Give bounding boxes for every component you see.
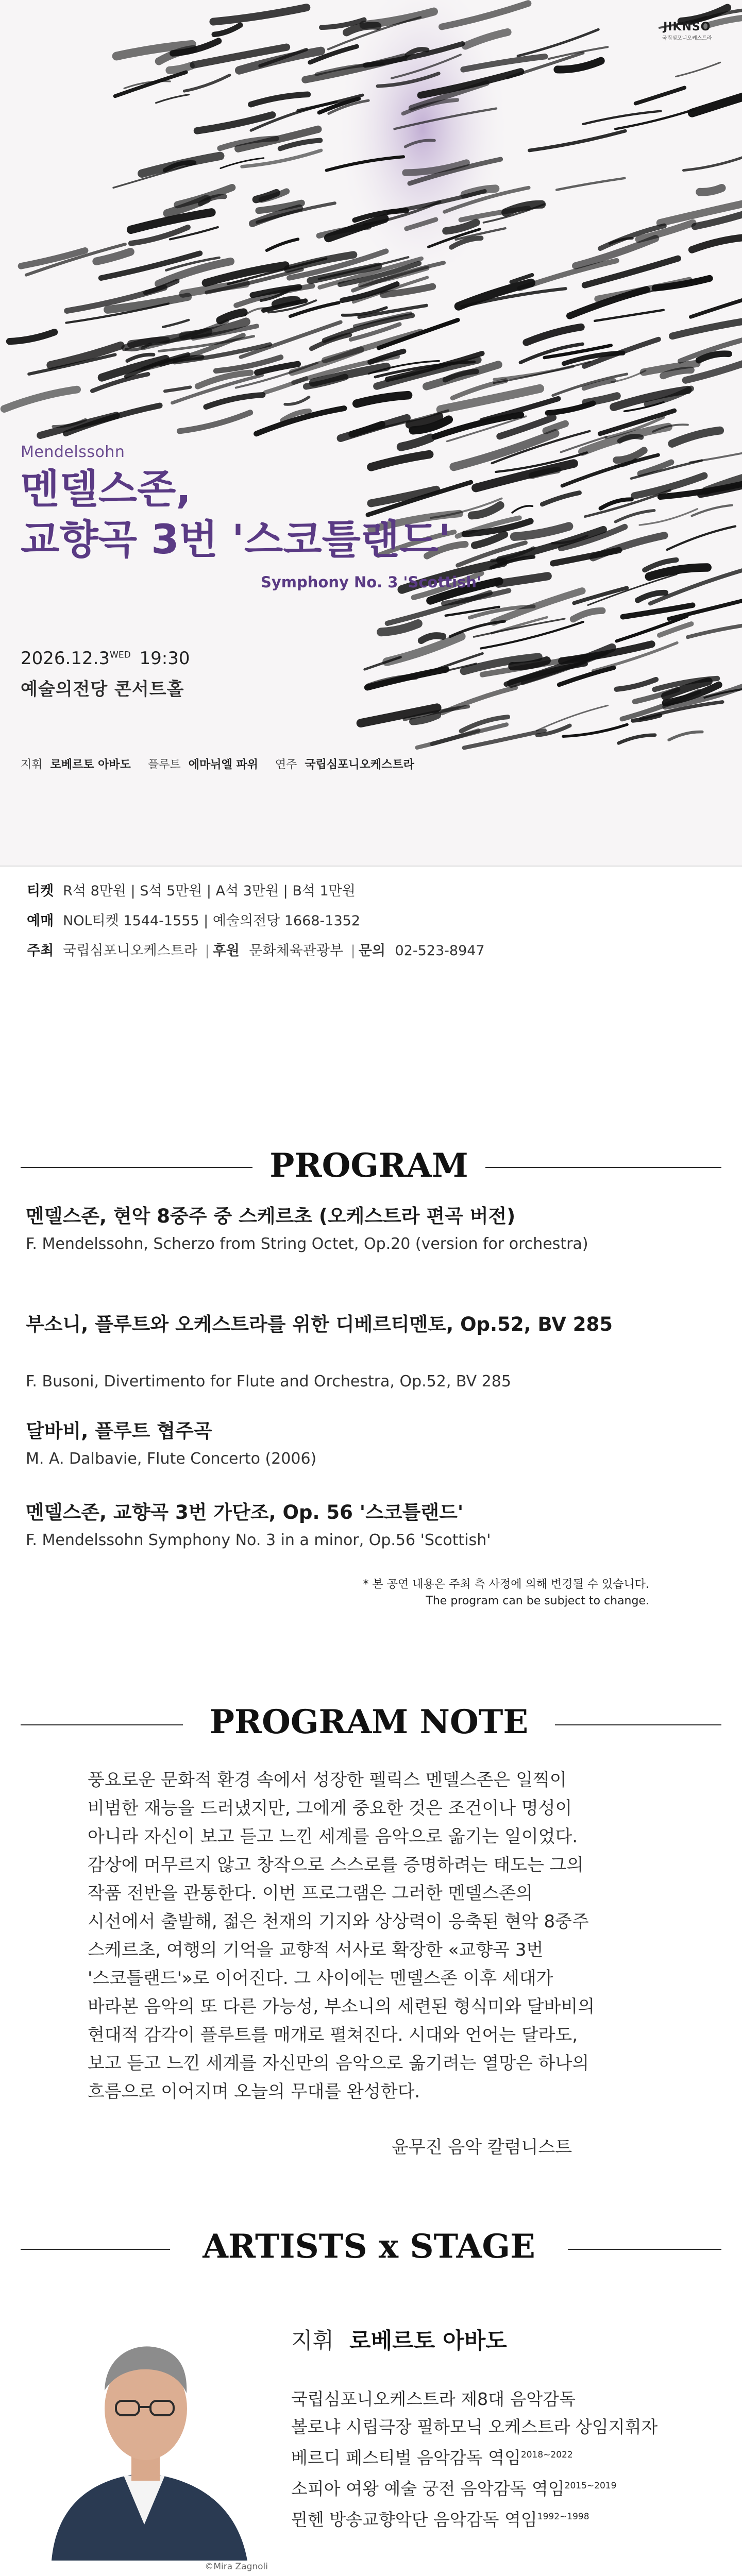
ink-stroke (454, 433, 555, 467)
ticket-label: 티켓 (27, 883, 54, 899)
kr-title-line1: 멘델스존, (21, 466, 192, 513)
program-item-4-title: 멘델스존, 교향곡 3번 가단조, Op. 56 '스코틀랜드' (26, 1501, 464, 1523)
program-note-line: 감상에 머무르지 않고 창작으로 스스로를 증명하려는 태도는 그의 (88, 1855, 584, 1875)
ink-stroke (619, 735, 655, 743)
ink-stroke (563, 724, 627, 736)
conductor-role: 지휘 (291, 2328, 334, 2354)
conductor-photo (21, 2308, 269, 2561)
ticket-text: R석 8만원 | S석 5만원 | A석 3만원 | B석 1만원 (63, 883, 356, 899)
ink-stroke (573, 611, 602, 619)
program-note-line: 작품 전반을 관통한다. 이번 프로그램은 그러한 멘델스존의 (88, 1883, 533, 1904)
ink-stroke (691, 286, 742, 317)
ink-stroke (684, 156, 742, 171)
ink-stroke (546, 423, 565, 431)
bio-line: 볼로냐 시립극장 필하모닉 오케스트라 상임지휘자 (291, 2417, 658, 2437)
conductor-bio (291, 2385, 719, 2534)
en-subtitle: Mendelssohn (21, 443, 125, 461)
corner-logo-sub: 국립심포니오케스트라 (662, 36, 712, 41)
program-note-line: 비범한 재능을 드러냈지만, 그에게 중요한 것은 조건이나 명성이 (88, 1798, 572, 1819)
program-note-line: '스코틀랜드'»로 이어진다. 그 사이에는 멘델스존 이후 세대가 (88, 1968, 553, 1989)
program-note-author: 윤무진 음악 칼럼니스트 (392, 2137, 572, 2158)
ink-stroke (481, 622, 583, 649)
ink-stroke (220, 312, 243, 320)
program-item-1-desc: F. Mendelssohn, Scherzo from String Octet, Op.20 (version for orchestra) (26, 1235, 588, 1253)
booking-label: 예매 (27, 913, 54, 929)
ink-stroke (156, 95, 189, 103)
ink-stroke (357, 395, 408, 403)
ink-stroke (595, 310, 664, 321)
ink-stroke (585, 490, 670, 517)
ink-stroke (280, 140, 321, 148)
program-heading: PROGRAM (252, 1146, 485, 1185)
credits-line (21, 756, 414, 772)
booking-text: NOL티켓 1544-1555 | 예술의전당 1668-1352 (63, 913, 361, 929)
credit-name-flute: 에마뉘엘 파위 (188, 758, 258, 771)
ink-stroke (514, 527, 569, 537)
booking-row (27, 909, 360, 929)
credit-name-orchestra: 국립심포니오케스트라 (305, 758, 414, 771)
ink-stroke (553, 550, 619, 564)
date-time: 19:30 (139, 648, 190, 669)
bio-line: 뮌헨 방송교향악단 음악감독 역임$^{1992\sim 1998}$ (291, 2510, 589, 2530)
sponsor-label: 후원 (212, 943, 240, 959)
inquiry-label: 문의 (358, 943, 385, 959)
program-item-1-title: 멘델스존, 현악 8중주 중 스케르초 (오케스트라 편곡 버전) (26, 1205, 516, 1227)
ink-stroke (367, 669, 446, 687)
ink-stroke (672, 431, 720, 444)
ink-stroke (529, 131, 625, 150)
ink-stroke (518, 29, 598, 56)
ink-stroke (548, 403, 593, 413)
ink-stroke (401, 438, 431, 447)
credit-name-conductor: 로베르토 아바도 (50, 758, 131, 771)
venue-name: 예술의전당 콘서트홀 (21, 679, 184, 700)
ink-stroke (421, 636, 443, 641)
concert-date (21, 648, 190, 669)
bio-line: 소피아 여왕 예술 궁전 음악감독 역임$^{2015\sim 2019}$ (291, 2479, 617, 2499)
sponsor-text: 문화체육관광부 (249, 943, 344, 959)
ink-stroke (620, 436, 642, 441)
ink-stroke (285, 397, 309, 404)
corner-logo (662, 21, 712, 41)
ink-stroke (512, 506, 532, 513)
ink-stroke (214, 25, 241, 35)
credit-label-orchestra: 연주 (275, 758, 297, 771)
info-divider (0, 866, 742, 867)
ink-stroke (584, 340, 659, 366)
ink-stroke (163, 320, 189, 327)
ink-stroke (66, 405, 160, 433)
ink-stroke (183, 322, 246, 336)
program-note-en: The program can be subject to change. (426, 1595, 649, 1607)
ink-stroke (542, 493, 579, 504)
ink-stroke (692, 505, 732, 516)
ink-stroke (475, 535, 504, 546)
program-item-2-desc: F. Busoni, Divertimento for Flute and Orchestra, Op.52, BV 285 (26, 1372, 511, 1391)
program-item-3-title: 달바비, 플루트 협주곡 (26, 1420, 212, 1442)
conductor-role-line (291, 2324, 507, 2355)
ink-stroke (494, 591, 582, 622)
ink-stroke (10, 332, 55, 342)
inquiry-text: 02-523-8947 (395, 943, 485, 959)
program-note-heading: PROGRAM NOTE (183, 1703, 555, 1741)
conductor-photo-credit: ©Mira Zagnoli (205, 2562, 268, 2572)
program-note-line: 흐름으로 이어지며 오늘의 무대를 완성한다. (88, 2081, 420, 2102)
conductor-portrait-image (21, 2308, 269, 2561)
bio-line: 베르디 페스티벌 음악감독 역임$^{2018\sim 2022}$ (291, 2448, 573, 2468)
credit-label-conductor: 지휘 (21, 758, 43, 771)
ink-stroke (4, 389, 77, 409)
ink-stroke (688, 625, 742, 637)
ink-stroke (165, 387, 190, 392)
ink-stroke (242, 150, 321, 167)
ink-stroke (663, 370, 691, 376)
program-note-kr: * 본 공연 내용은 주최 측 사정에 의해 변경될 수 있습니다. (363, 1578, 649, 1591)
program-note-line: 아니라 자신이 보고 듣고 느낀 세계를 음악으로 옮기는 일이었다. (88, 1826, 578, 1847)
ink-stroke (267, 239, 298, 250)
program-note-line: 바라본 음악의 또 다른 가능성, 부소니의 세련된 형식미와 달바비의 (88, 1996, 595, 2017)
ink-stroke (570, 290, 647, 316)
artists-heading: ARTISTS x STAGE (170, 2227, 568, 2266)
ink-stroke (276, 300, 297, 304)
program-note-line: 풍요로운 문화적 환경 속에서 성장한 펠릭스 멘델스존은 일찍이 (88, 1770, 567, 1790)
ink-stroke (526, 327, 581, 343)
program-item-2-title: 부소니, 플루트와 오케스트라를 위한 디베르티멘토, Op.52, BV 285 (26, 1313, 613, 1335)
host-row: 주최 국립심포니오케스트라 | 후원 문화체육관광부 | 문의 02-523-8947 (27, 943, 485, 959)
program-note-line: 스케르초, 여행의 기억을 교향적 서사로 확장한 «교향곡 3번 (88, 1940, 544, 1960)
program-change-note (278, 1577, 649, 1609)
ink-stroke (672, 318, 742, 336)
bio-line: 국립심포니오케스트라 제8대 음악감독 (291, 2389, 576, 2409)
date-day: WED (110, 650, 131, 660)
ink-stroke (617, 680, 656, 689)
ink-stroke (442, 688, 515, 713)
corner-logo-mark: JIKNSO (663, 21, 711, 33)
ink-stroke (692, 90, 742, 113)
ink-stroke (676, 62, 720, 76)
program-note-body (88, 1766, 690, 2106)
ink-stroke (184, 75, 230, 91)
ink-stroke (692, 237, 742, 250)
ink-stroke (197, 115, 273, 131)
ink-stroke (588, 574, 677, 605)
program-note-line: 현대적 감각이 플루트를 매개로 펼쳐진다. 시대와 언어는 달라도, (88, 2025, 578, 2045)
ink-stroke (96, 252, 130, 261)
date-main: 2026.12.3 (21, 648, 110, 669)
conductor-name: 로베르토 아바도 (349, 2328, 507, 2354)
host-text: 국립심포니오케스트라 (63, 943, 197, 959)
ink-stroke (549, 47, 608, 59)
ink-stroke (474, 619, 564, 637)
ink-stroke (556, 178, 625, 190)
program-item-3-desc: M. A. Dalbavie, Flute Concerto (2006) (26, 1450, 317, 1468)
ink-stroke (667, 527, 735, 550)
hero-artwork (0, 0, 742, 866)
ink-stroke (669, 732, 702, 740)
program-note-line: 보고 듣고 느낀 세계를 자신만의 음악으로 옮기려는 열망은 하나의 (88, 2053, 589, 2074)
ink-stroke (690, 444, 742, 462)
ink-stroke (206, 395, 263, 407)
ink-stroke (115, 72, 186, 96)
ink-stroke (610, 238, 633, 243)
kr-title-line2: 교향곡 3번 '스코틀랜드' (21, 517, 451, 563)
ink-stroke (251, 94, 308, 104)
ink-stroke (616, 511, 654, 522)
ticket-row (27, 879, 356, 900)
ink-stroke (636, 88, 685, 103)
en-title: Symphony No. 3 'Scottish' (261, 573, 481, 591)
ink-stroke (352, 425, 382, 434)
program-item-4-desc: F. Mendelssohn Symphony No. 3 in a minor, Op.56 'Scottish' (26, 1531, 491, 1549)
ink-stroke (649, 567, 707, 577)
ink-stroke (558, 61, 601, 70)
ink-stroke (371, 454, 429, 467)
ink-stroke (213, 8, 307, 22)
host-label: 주최 (27, 943, 54, 959)
credit-label-flute: 플루트 (147, 758, 181, 771)
ink-stroke (499, 576, 548, 584)
program-note-line: 시선에서 출발해, 젊은 천재의 기지와 상상력이 응축된 현악 8중주 (88, 1911, 589, 1932)
ink-stroke (700, 188, 722, 192)
ink-stroke (180, 413, 250, 431)
hero-poster (0, 0, 742, 866)
ink-stroke (170, 66, 191, 70)
ink-stroke (536, 705, 608, 731)
